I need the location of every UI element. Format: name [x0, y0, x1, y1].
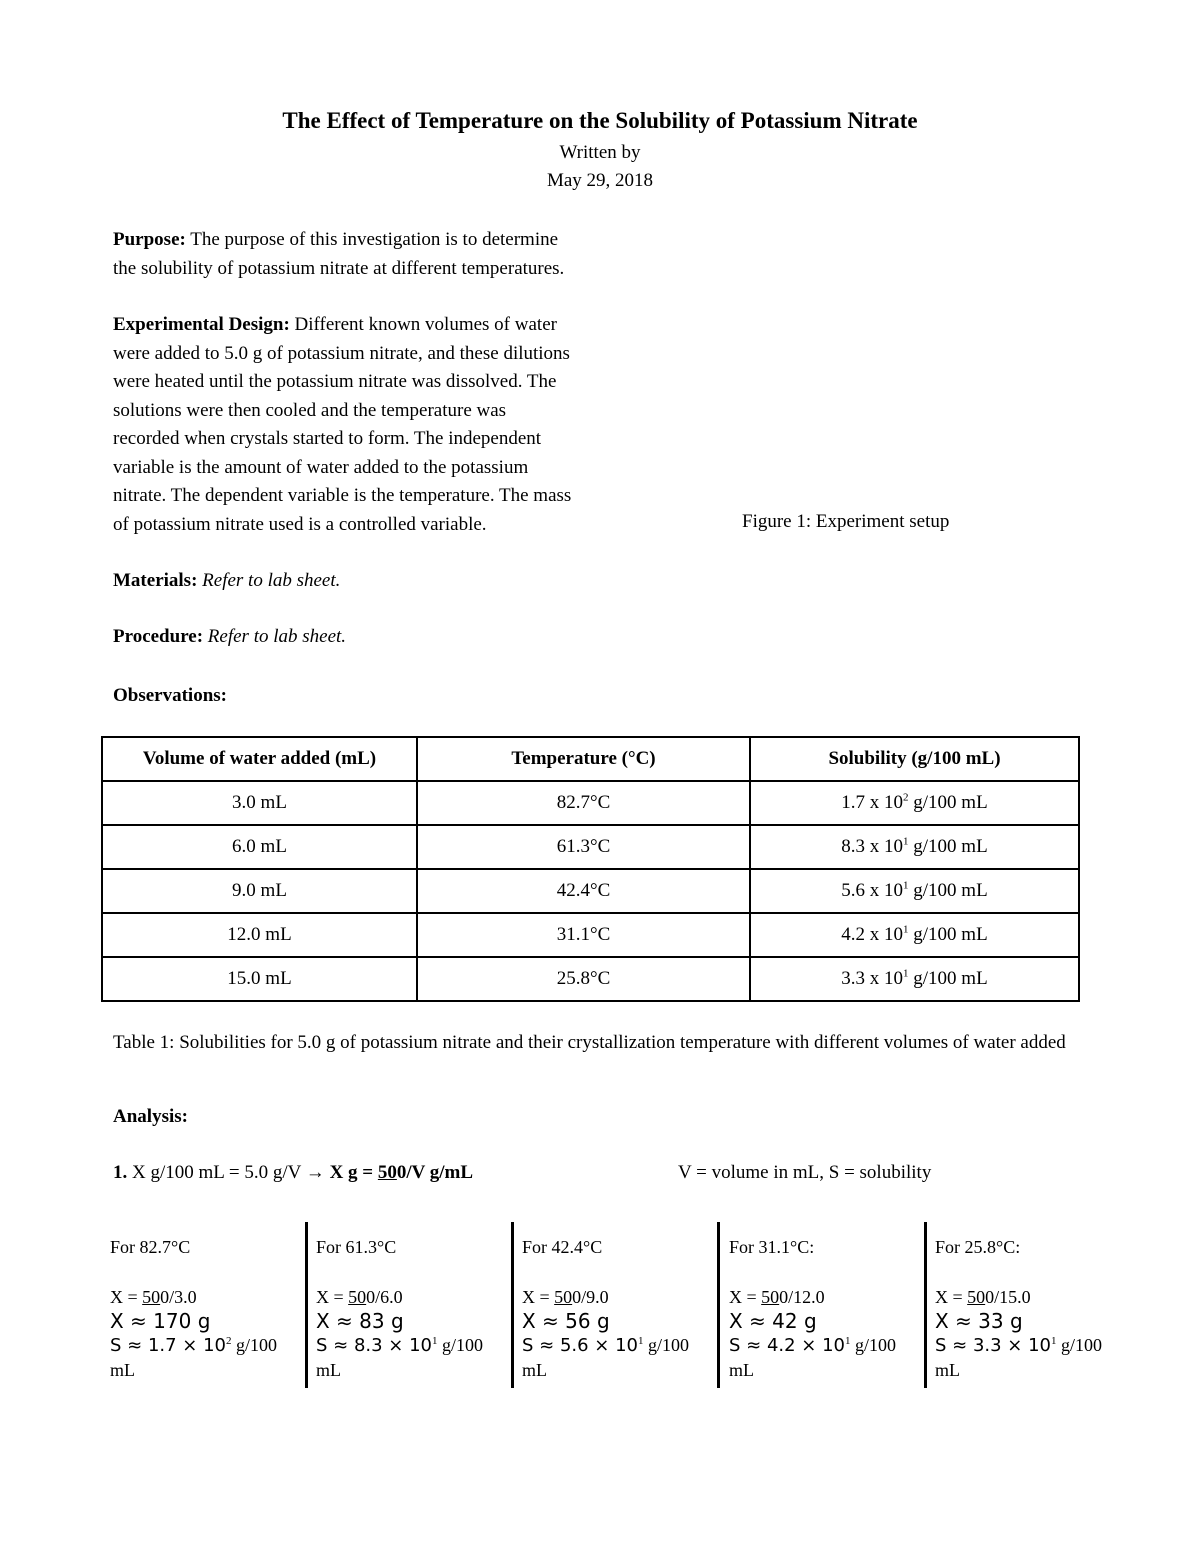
calc-title: For 61.3°C	[316, 1237, 397, 1257]
calc-column	[522, 1235, 712, 1382]
calc-title: For 82.7°C	[110, 1237, 191, 1257]
materials-label: Materials:	[113, 570, 198, 591]
solubility-mantissa: 8.3 x 10	[841, 836, 904, 857]
cell-volume: 3.0 mL	[102, 781, 417, 825]
calc-x-formula: X = 500/3.0	[110, 1287, 197, 1307]
design-line: nitrate. The dependent variable is the temperature. The mass	[113, 485, 572, 506]
table-row	[102, 869, 1079, 913]
solubility-unit: g/100 mL	[908, 924, 988, 945]
solubility-unit: g/100 mL	[908, 968, 988, 989]
cell-solubility	[750, 781, 1079, 825]
calc-x-formula: X = 500/15.0	[935, 1287, 1031, 1307]
calc-solubility-unit: mL	[316, 1360, 341, 1380]
solubility-mantissa: 3.3 x 10	[841, 968, 904, 989]
solubility-exponent: 1	[903, 835, 909, 848]
column-divider	[924, 1222, 927, 1388]
cell-temperature: 61.3°C	[417, 825, 750, 869]
observations-heading	[113, 682, 653, 711]
design-line: of potassium nitrate used is a controlled variable.	[113, 513, 487, 535]
header-temperature: Temperature (°C)	[417, 737, 750, 781]
header-volume: Volume of water added (mL)	[102, 737, 417, 781]
solubility-unit: g/100 mL	[908, 836, 988, 857]
equation-part-3: 0/V g/mL	[396, 1162, 474, 1183]
table-row	[102, 957, 1079, 1001]
solubility-unit: g/100 mL	[908, 880, 988, 901]
materials-section	[113, 567, 653, 596]
procedure-text: Refer to lab sheet.	[207, 626, 347, 647]
table-caption: Table 1: Solubilities for 5.0 g of potassium nitrate and their crystallization temperature with different volumes of water added	[113, 1032, 1066, 1053]
calc-solubility: $S \approx 5.6 \times 10^1$ g/100	[522, 1335, 690, 1356]
cell-solubility	[750, 869, 1079, 913]
observations-table	[101, 736, 1080, 1002]
solubility-exponent: 1	[903, 967, 909, 980]
cell-volume: 12.0 mL	[102, 913, 417, 957]
analysis-heading	[113, 1106, 188, 1128]
calc-x-formula: X = 500/6.0	[316, 1287, 403, 1307]
equation-part-2: X g =	[329, 1162, 378, 1183]
calc-x-approx: X ≈ 56 g	[522, 1309, 610, 1333]
design-line: were added to 5.0 g of potassium nitrate, and these dilutions	[113, 342, 570, 364]
procedure-section	[113, 623, 653, 652]
calc-solubility-unit: mL	[110, 1360, 135, 1380]
observations-label: Observations:	[113, 685, 227, 706]
purpose-line-1: The purpose of this investigation is to determine	[190, 229, 559, 250]
design-line: solutions were then cooled and the temperature was	[113, 399, 507, 421]
column-divider	[511, 1222, 514, 1388]
column-divider	[717, 1222, 720, 1388]
purpose-line-2: the solubility of potassium nitrate at different temperatures.	[113, 257, 565, 279]
calc-solubility: $S \approx 3.3 \times 10^1$ g/100	[935, 1335, 1103, 1356]
calc-solubility-unit: mL	[522, 1360, 547, 1380]
table-header-row	[102, 737, 1079, 781]
calc-title: For 25.8°C:	[935, 1237, 1021, 1257]
table-row	[102, 781, 1079, 825]
document-date: May 29, 2018	[546, 170, 654, 191]
header-solubility: Solubility (g/100 mL)	[750, 737, 1079, 781]
calc-solubility-unit: mL	[935, 1360, 960, 1380]
cell-solubility	[750, 957, 1079, 1001]
calc-solubility: $S \approx 8.3 \times 10^1$ g/100	[316, 1335, 484, 1356]
calc-x-approx: X ≈ 42 g	[729, 1309, 817, 1333]
solubility-exponent: 2	[903, 791, 909, 804]
equation-number: 1.	[113, 1162, 128, 1183]
solubility-unit: g/100 mL	[908, 792, 988, 813]
calc-column	[110, 1235, 300, 1382]
design-label: Experimental Design:	[113, 314, 290, 335]
cell-volume: 15.0 mL	[102, 957, 417, 1001]
equation-underlined: 50	[377, 1162, 397, 1183]
calc-x-approx: X ≈ 83 g	[316, 1309, 404, 1333]
purpose-label: Purpose:	[113, 229, 186, 250]
cell-solubility	[750, 913, 1079, 957]
purpose-section	[113, 226, 653, 283]
calc-column	[729, 1235, 919, 1382]
cell-temperature: 25.8°C	[417, 957, 750, 1001]
cell-volume: 9.0 mL	[102, 869, 417, 913]
analysis-label: Analysis:	[113, 1106, 188, 1127]
calc-column	[316, 1235, 506, 1382]
calc-x-formula: X = 500/12.0	[729, 1287, 825, 1307]
design-line: were heated until the potassium nitrate was dissolved. The	[113, 371, 557, 392]
design-line: Different known volumes of water	[294, 314, 557, 335]
solubility-mantissa: 5.6 x 10	[841, 880, 904, 901]
cell-solubility	[750, 825, 1079, 869]
cell-temperature: 31.1°C	[417, 913, 750, 957]
design-line: variable is the amount of water added to the potassium	[113, 456, 529, 478]
column-divider	[305, 1222, 308, 1388]
cell-volume: 6.0 mL	[102, 825, 417, 869]
cell-temperature: 82.7°C	[417, 781, 750, 825]
figure-caption: Figure 1: Experiment setup	[742, 511, 950, 532]
solubility-mantissa: 4.2 x 10	[841, 924, 904, 945]
calc-solubility: $S \approx 4.2 \times 10^1$ g/100	[729, 1335, 897, 1356]
solubility-equation	[113, 1162, 473, 1184]
document-title: The Effect of Temperature on the Solubility of Potassium Nitrate	[282, 108, 918, 133]
solubility-exponent: 1	[903, 879, 909, 892]
calc-x-formula: X = 500/9.0	[522, 1287, 609, 1307]
table-row	[102, 825, 1079, 869]
solubility-mantissa: 1.7 x 10	[841, 792, 904, 813]
cell-temperature: 42.4°C	[417, 869, 750, 913]
calc-title: For 31.1°C:	[729, 1237, 815, 1257]
calc-solubility: $S \approx 1.7 \times 10^2$ g/100	[110, 1335, 278, 1356]
equation-part-1: X g/100 mL = 5.0 g/V →	[127, 1162, 325, 1183]
design-line: recorded when crystals started to form. The independent	[113, 428, 542, 449]
calc-x-approx: X ≈ 33 g	[935, 1309, 1023, 1333]
experimental-design-section	[113, 311, 643, 539]
calc-column	[935, 1235, 1125, 1382]
calc-solubility-unit: mL	[729, 1360, 754, 1380]
calc-x-approx: X ≈ 170 g	[110, 1309, 211, 1333]
procedure-label: Procedure:	[113, 626, 204, 647]
equation-legend: V = volume in mL, S = solubility	[678, 1162, 932, 1183]
table-row	[102, 913, 1079, 957]
author-line: Written by	[559, 142, 641, 163]
solubility-exponent: 1	[903, 923, 909, 936]
calc-title: For 42.4°C	[522, 1237, 603, 1257]
materials-text: Refer to lab sheet.	[202, 570, 341, 591]
